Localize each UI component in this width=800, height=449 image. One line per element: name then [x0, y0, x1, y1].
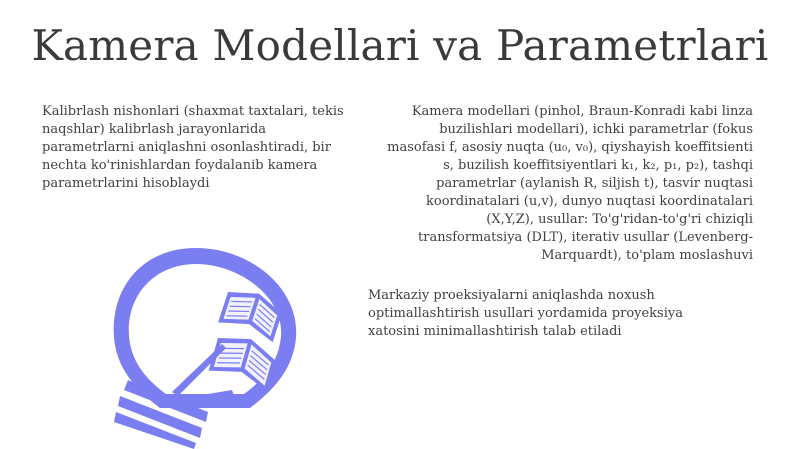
camera-models-paragraph: Kamera modellari (pinhol, Braun-Konradi kabi linza buzilishlari modellari), ichki parametrlar (fokus masofasi f, asosiy nuqta (u₀, v₀), qiyshayish koeffitsienti s, buzilish koeffitsiyentlari k₁, k₂, p₁, p₂), tashqi parametrlar (aylanish R, siljish t), tasvir nuqtasi koordinatalari (u,v), dunyo nuqtasi koordinatalari (X,Y,Z), usullar: To'g'ridan-to'g'ri chiziqli transformatsiya (DLT), iterativ usullar (Levenberg-Marquardt), to'plam moslashuvi	[387, 104, 753, 263]
projection-error-paragraph: Markaziy proeksiyalarni aniqlashda noxush optimallashtirish usullari yordamida proyeksiya xatosini minimallashtirish talab etiladi	[368, 288, 683, 339]
lightbulb-with-books-icon	[110, 240, 342, 449]
calibration-targets-paragraph: Kalibrlash nishonlari (shaxmat taxtalari, tekis naqshlar) kalibrlash jarayonlarida parametrlarni aniqlashni osonlashtiradi, bir nechta ko'rinishlardan foydalanib kamera parametrlarini hisoblaydi	[42, 104, 344, 191]
slide-title: Kamera Modellari va Parametrlari	[31, 21, 769, 70]
